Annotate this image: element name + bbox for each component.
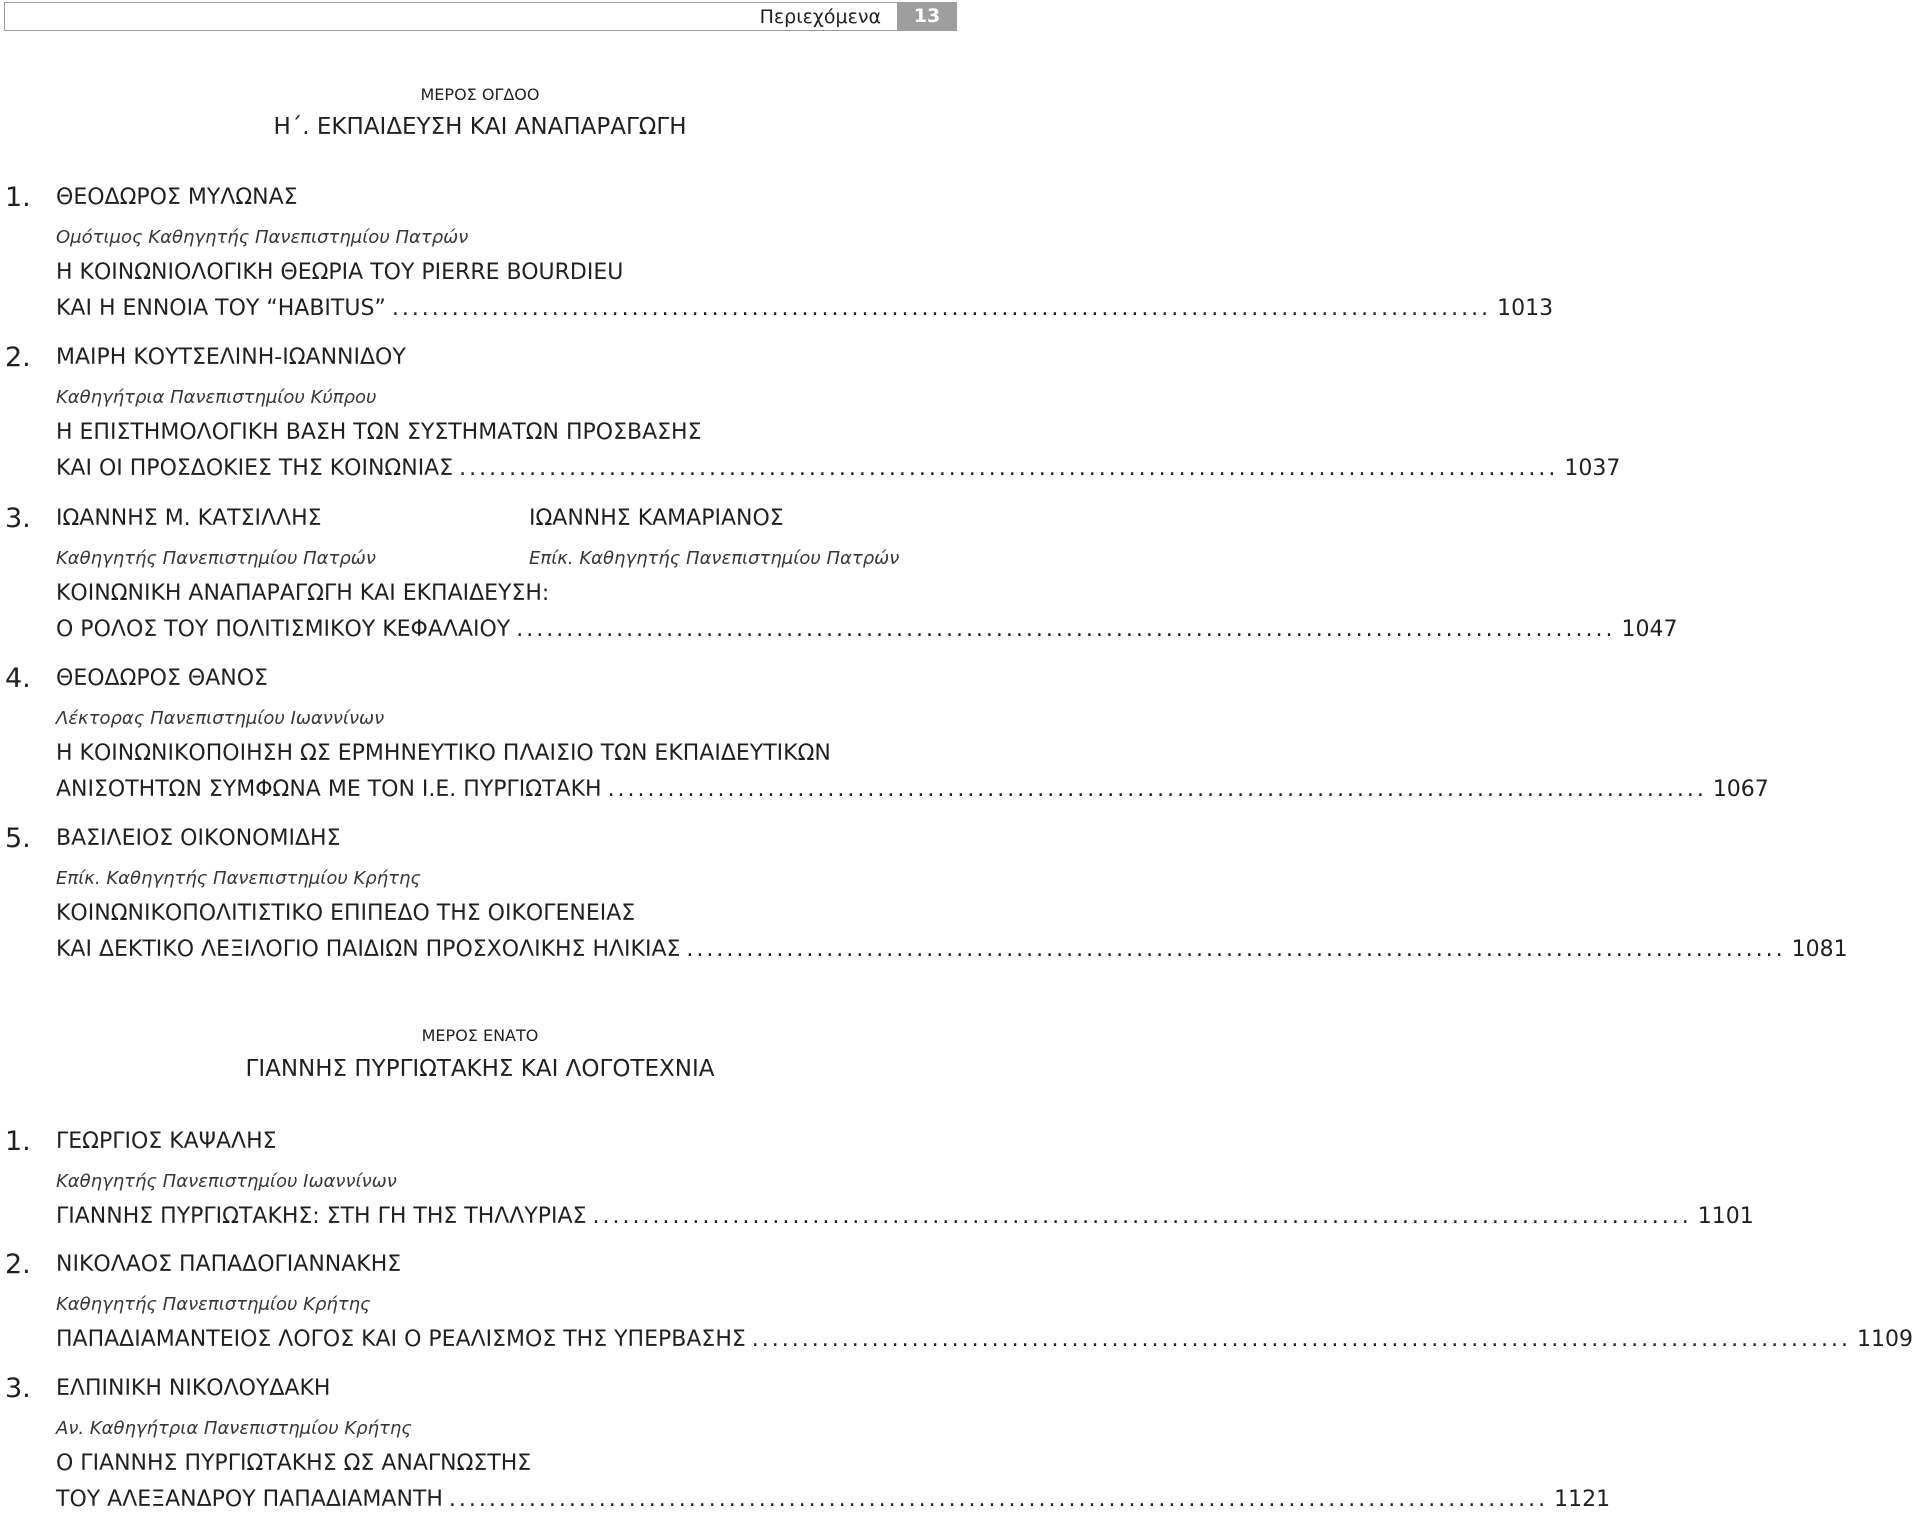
dot-leader: ..............................................................................................................	[448, 1487, 1549, 1512]
dot-leader: ..............................................................................................................	[459, 456, 1559, 481]
entry-number: 1.	[5, 1126, 31, 1157]
page-number-badge: 13	[897, 2, 957, 31]
entry-number: 3.	[5, 503, 31, 534]
entry-title-line: Η ΚΟΙΝΩΝΙΟΛΟΓΙΚΗ ΘΕΩΡΙΑ ΤΟΥ PIERRE BOURDIEU	[56, 260, 624, 285]
dot-leader: ..............................................................................................................	[391, 296, 1492, 321]
entry-page-number: 1081	[1791, 937, 1848, 962]
entry-title-line: ΚΑΙ ΔΕΚΤΙΚΟ ΛΕΞΙΛΟΓΙΟ ΠΑΙΔΙΩΝ ΠΡΟΣΧΟΛΙΚΗΣ ΗΛΙΚΙΑΣ	[56, 937, 681, 962]
entry-title-line: ΠΑΠΑΔΙΑΜΑΝΤΕΙΟΣ ΛΟΓΟΣ ΚΑΙ Ο ΡΕΑΛΙΣΜΟΣ ΤΗΣ ΥΠΕΡΒΑΣΗΣ	[56, 1327, 746, 1352]
entry-page-number: 1067	[1712, 777, 1769, 802]
entry-affiliation: Επίκ. Καθηγητής Πανεπιστημίου Κρήτης	[56, 868, 421, 889]
entry-title-line: ΚΟΙΝΩΝΙΚΟΠΟΛΙΤΙΣΤΙΚΟ ΕΠΙΠΕΔΟ ΤΗΣ ΟΙΚΟΓΕΝΕΙΑΣ	[56, 901, 636, 926]
entry-title-line: Η ΕΠΙΣΤΗΜΟΛΟΓΙΚΗ ΒΑΣΗ ΤΩΝ ΣΥΣΤΗΜΑΤΩΝ ΠΡΟΣΒΑΣΗΣ	[56, 420, 702, 445]
entry-page-number: 1101	[1697, 1204, 1754, 1229]
part-title: ΓΙΑΝΝΗΣ ΠΥΡΓΙΩΤΑΚΗΣ ΚΑΙ ΛΟΓΟΤΕΧΝΙΑ	[245, 1056, 715, 1082]
entry-author-2: ΙΩΑΝΝΗΣ ΚΑΜΑΡΙΑΝΟΣ	[529, 506, 784, 531]
dot-leader: ..............................................................................................................	[686, 937, 1786, 962]
entry-title-line: ΤΟΥ ΑΛΕΞΑΝΔΡΟΥ ΠΑΠΑΔΙΑΜΑΝΤΗ	[56, 1487, 443, 1512]
entry-title-line: ΚΟΙΝΩΝΙΚΗ ΑΝΑΠΑΡΑΓΩΓΗ ΚΑΙ ΕΚΠΑΙΔΕΥΣΗ:	[56, 581, 550, 606]
dot-leader: ..............................................................................................................	[516, 617, 1616, 642]
entry-author: ΓΕΩΡΓΙΟΣ ΚΑΨΑΛΗΣ	[56, 1129, 277, 1154]
entry-affiliation: Καθηγητής Πανεπιστημίου Κρήτης	[56, 1294, 371, 1315]
entry-title-leader-line	[56, 1327, 1913, 1353]
entry-affiliation-1: Καθηγητής Πανεπιστημίου Πατρών	[56, 548, 376, 569]
entry-page-number: 1013	[1497, 296, 1554, 321]
entry-author: ΜΑΙΡΗ ΚΟΥΤΣΕΛΙΝΗ-ΙΩΑΝΝΙΔΟΥ	[56, 345, 406, 370]
entry-title-leader-line	[56, 456, 1621, 482]
entry-author: ΕΛΠΙΝΙΚΗ ΝΙΚΟΛΟΥΔΑΚΗ	[56, 1376, 331, 1401]
dot-leader: ..............................................................................................................	[751, 1327, 1852, 1352]
entry-affiliation	[56, 546, 956, 572]
entry-number: 5.	[5, 823, 31, 854]
entry-author: ΘΕΟΔΩΡΟΣ ΘΑΝΟΣ	[56, 666, 268, 691]
entry-author-1: ΙΩΑΝΝΗΣ Μ. ΚΑΤΣΙΛΛΗΣ	[56, 506, 322, 531]
entry-author: ΝΙΚΟΛΑΟΣ ΠΑΠΑΔΟΓΙΑΝΝΑΚΗΣ	[56, 1252, 402, 1277]
entry-author: ΒΑΣΙΛΕΙΟΣ ΟΙΚΟΝΟΜΙΔΗΣ	[56, 826, 341, 851]
entry-title-leader-line	[56, 296, 1554, 322]
entry-title-line: Ο ΡΟΛΟΣ ΤΟΥ ΠΟΛΙΤΙΣΜΙΚΟΥ ΚΕΦΑΛΑΙΟΥ	[56, 617, 511, 642]
entry-title-leader-line	[56, 937, 1848, 963]
entry-number: 1.	[5, 182, 31, 213]
entry-title-line: ΚΑΙ ΟΙ ΠΡΟΣΔΟΚΙΕΣ ΤΗΣ ΚΟΙΝΩΝΙΑΣ	[56, 456, 454, 481]
entry-affiliation: Ομότιμος Καθηγητής Πανεπιστημίου Πατρών	[56, 227, 469, 248]
entry-title-line: ΚΑΙ Η ΕΝΝΟΙΑ ΤΟΥ “HABITUS”	[56, 296, 386, 321]
dot-leader: ..............................................................................................................	[592, 1204, 1692, 1229]
entry-author	[56, 506, 956, 532]
entry-page-number: 1121	[1554, 1487, 1611, 1512]
part-label: ΜΕΡΟΣ ΟΓΔΟΟ	[420, 85, 540, 104]
dot-leader: ..............................................................................................................	[607, 777, 1707, 802]
part-title: Η΄. ΕΚΠΑΙΔΕΥΣΗ ΚΑΙ ΑΝΑΠΑΡΑΓΩΓΗ	[273, 114, 687, 140]
entry-affiliation: Καθηγητής Πανεπιστημίου Ιωαννίνων	[56, 1171, 397, 1192]
entry-page-number: 1109	[1857, 1327, 1913, 1352]
entry-number: 2.	[5, 342, 31, 373]
running-header	[4, 2, 957, 31]
entry-page-number: 1037	[1564, 456, 1621, 481]
entry-title-leader-line	[56, 1487, 1611, 1513]
entry-affiliation-2: Επίκ. Καθηγητής Πανεπιστημίου Πατρών	[529, 548, 900, 569]
running-header-title: Περιεχόμενα	[759, 6, 881, 28]
entry-title-line: ΑΝΙΣΟΤΗΤΩΝ ΣΥΜΦΩΝΑ ΜΕ ΤΟΝ Ι.Ε. ΠΥΡΓΙΩΤΑΚΗ	[56, 777, 602, 802]
entry-title-line: Ο ΓΙΑΝΝΗΣ ΠΥΡΓΙΩΤΑΚΗΣ ΩΣ ΑΝΑΓΝΩΣΤΗΣ	[56, 1451, 532, 1476]
entry-affiliation: Καθηγήτρια Πανεπιστημίου Κύπρου	[56, 387, 377, 408]
part-label: ΜΕΡΟΣ ΕΝΑΤΟ	[421, 1026, 539, 1045]
entry-affiliation: Λέκτορας Πανεπιστημίου Ιωαννίνων	[56, 708, 385, 729]
entry-title-leader-line	[56, 1204, 1754, 1230]
entry-title-leader-line	[56, 777, 1769, 803]
entry-title-line: ΓΙΑΝΝΗΣ ΠΥΡΓΙΩΤΑΚΗΣ: ΣΤΗ ΓΗ ΤΗΣ ΤΗΛΛΥΡΙΑΣ	[56, 1204, 587, 1229]
entry-author: ΘΕΟΔΩΡΟΣ ΜΥΛΩΝΑΣ	[56, 185, 298, 210]
entry-title-leader-line	[56, 617, 1678, 643]
entry-page-number: 1047	[1621, 617, 1678, 642]
entry-number: 3.	[5, 1373, 31, 1404]
entry-affiliation: Αν. Καθηγήτρια Πανεπιστημίου Κρήτης	[56, 1418, 412, 1439]
entry-number: 2.	[5, 1249, 31, 1280]
entry-title-line: Η ΚΟΙΝΩΝΙΚΟΠΟΙΗΣΗ ΩΣ ΕΡΜΗΝΕΥΤΙΚΟ ΠΛΑΙΣΙΟ ΤΩΝ ΕΚΠΑΙΔΕΥΤΙΚΩΝ	[56, 741, 831, 766]
entry-number: 4.	[5, 663, 31, 694]
